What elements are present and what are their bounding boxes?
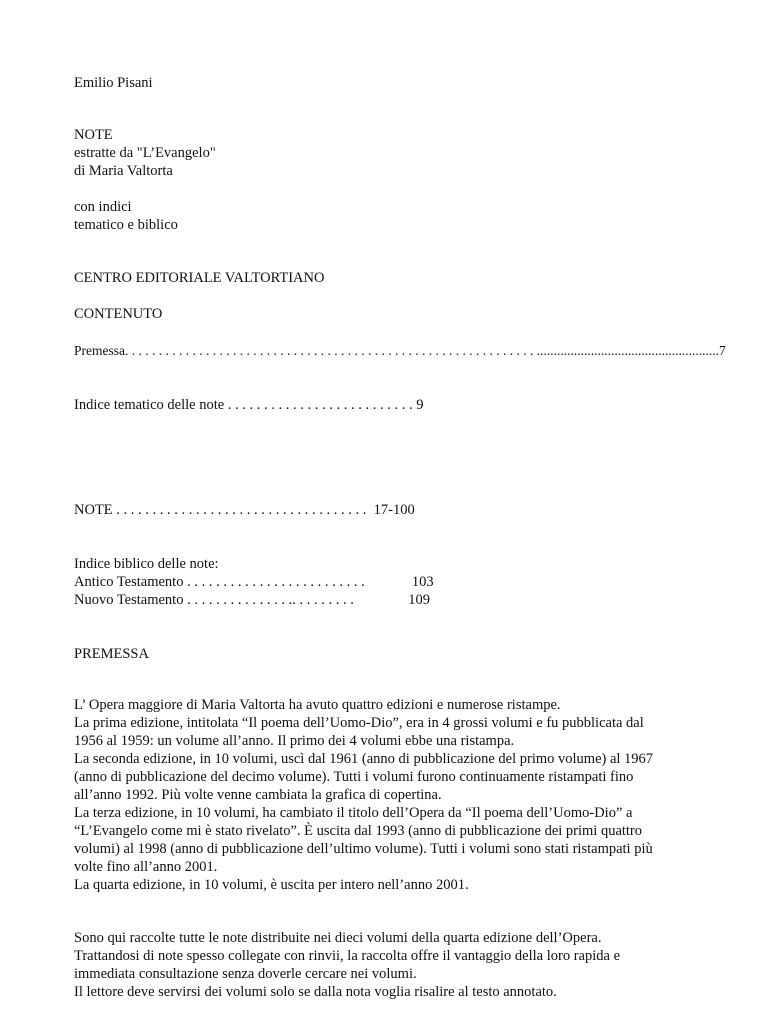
toc-entry-premessa: Premessa. . . . . . . . . . . . . . . . . . . . . . . . . . . . . . . . . . . . . . . . . . . . . . . . . . . . . . . . . . . . . ......................................................7 xyxy=(74,343,726,358)
contents-heading: CONTENUTO xyxy=(74,306,163,322)
subtitle-line: estratte da "L’Evangelo" xyxy=(74,145,216,161)
paragraph-line: (anno di pubblicazione del decimo volume). Tutti i volumi furono continuamente ristampati fino xyxy=(74,769,634,785)
paragraph-line: immediata consultazione senza doverle cercare nei volumi. xyxy=(74,966,417,982)
subtitle-line: di Maria Valtorta xyxy=(74,163,173,179)
paragraph-line: Trattandosi di note spesso collegate con rinvii, la raccolta offre il vantaggio della loro rapida e xyxy=(74,948,621,964)
indices-line: tematico e biblico xyxy=(74,217,178,233)
paragraph-line: Il lettore deve servirsi dei volumi solo se dalla nota voglia risalire al testo annotato. xyxy=(74,984,557,1000)
paragraph-line: volte fino all’anno 2001. xyxy=(74,859,218,875)
paragraph-line: La quarta edizione, in 10 volumi, è uscita per intero nell’anno 2001. xyxy=(74,877,469,893)
paragraph-line: La seconda edizione, in 10 volumi, uscì dal 1961 (anno di pubblicazione del primo volume) al 1967 xyxy=(74,751,654,767)
toc-entry-note: NOTE . . . . . . . . . . . . . . . . . . . . . . . . . . . . . . . . . . . 17-100 xyxy=(74,502,415,518)
indices-line: con indici xyxy=(74,199,132,215)
toc-entry-indice-biblico: Indice biblico delle note: xyxy=(74,556,219,572)
paragraph-line: all’anno 1992. Più volte venne cambiata la grafica di copertina. xyxy=(74,787,442,803)
premessa-paragraph-1 xyxy=(74,696,734,894)
toc-entry-indice-tematico: Indice tematico delle note . . . . . . . . . . . . . . . . . . . . . . . . . . 9 xyxy=(74,397,424,413)
toc-entry-antico-testamento: Antico Testamento . . . . . . . . . . . . . . . . . . . . . . . . . 103 xyxy=(74,574,434,590)
toc-entry-nuovo-testamento: Nuovo Testamento . . . . . . . . . . . . . . .. . . . . . . . . 109 xyxy=(74,592,430,608)
paragraph-line: Sono qui raccolte tutte le note distribuite nei dieci volumi della quarta edizione dell’Opera. xyxy=(74,930,602,946)
paragraph-line: volumi) al 1998 (anno di pubblicazione dell’ultimo volume). Tutti i volumi sono stati ristampati più xyxy=(74,841,653,857)
premessa-heading: PREMESSA xyxy=(74,646,149,662)
author-name: Emilio Pisani xyxy=(74,75,153,91)
paragraph-line: 1956 al 1959: un volume all’anno. Il primo dei 4 volumi ebbe una ristampa. xyxy=(74,733,515,749)
paragraph-line: L’ Opera maggiore di Maria Valtorta ha avuto quattro edizioni e numerose ristampe. xyxy=(74,697,561,713)
publisher-name: CENTRO EDITORIALE VALTORTIANO xyxy=(74,270,325,286)
paragraph-line: La terza edizione, in 10 volumi, ha cambiato il titolo dell’Opera da “Il poema dell’Uomo-Dio” a xyxy=(74,805,633,821)
document-title: NOTE xyxy=(74,127,113,143)
paragraph-line: La prima edizione, intitolata “Il poema dell’Uomo-Dio”, era in 4 grossi volumi e fu pubblicata dal xyxy=(74,715,644,731)
premessa-paragraph-2 xyxy=(74,929,734,1001)
paragraph-line: “L’Evangelo come mi è stato rivelato”. È uscita dal 1993 (anno di pubblicazione dei primi quattro xyxy=(74,823,643,839)
